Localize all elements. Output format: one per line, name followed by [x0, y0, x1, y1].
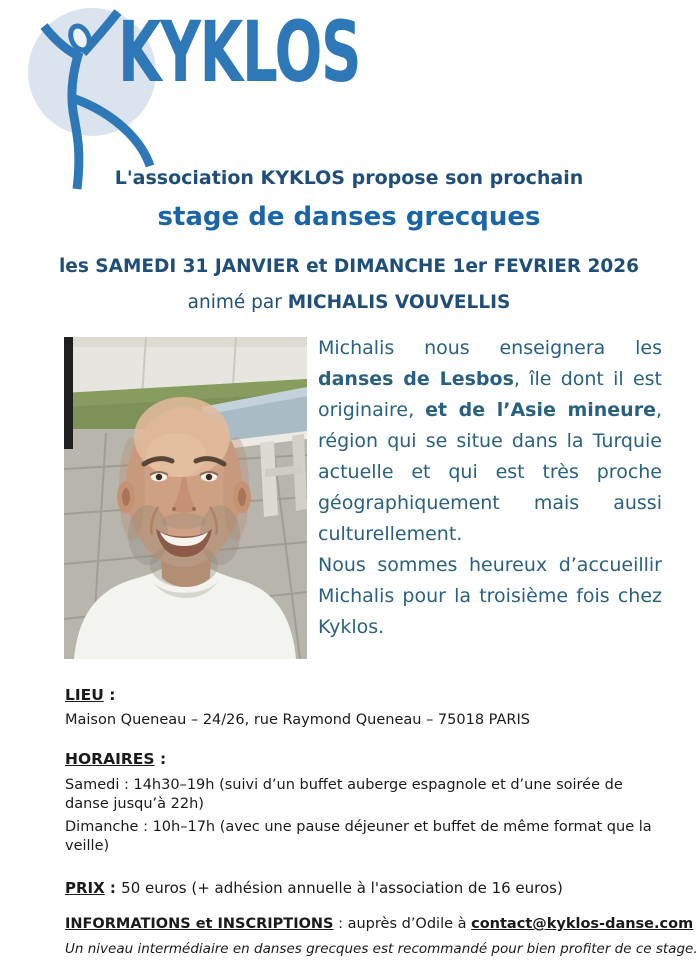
horaires-heading: HORAIRES : — [65, 750, 167, 768]
informations-line — [65, 915, 693, 934]
email-link[interactable]: contact@kyklos-danse.com — [471, 916, 694, 932]
kyklos-logo-text: KYKLOS — [118, 3, 361, 101]
animator-line: animé par MICHALIS VOUVELLIS — [187, 292, 511, 313]
horaires-dimanche: Dimanche : 10h–17h (avec une pause déjeuner et buffet de même format que la veille) — [65, 819, 652, 854]
about-text — [318, 333, 662, 643]
prix-line: PRIX : 50 euros (+ adhésion annuelle à l'association de 16 euros) — [65, 879, 563, 897]
horaires-samedi: Samedi : 14h30–19h (suivi d’un buffet auberge espagnole et d’une soirée de danse jusqu’à 22h) — [65, 777, 623, 812]
lieu-value: Maison Queneau – 24/26, rue Raymond Queneau – 75018 PARIS — [65, 712, 530, 728]
intro-line: L'association KYKLOS propose son prochain — [114, 167, 584, 189]
informations-label: INFORMATIONS et INSCRIPTIONS : auprès d’Odile à — [65, 916, 472, 932]
about-paragraph-2: Nous sommes heureux d’accueillir Michalis pour la troisième fois chez Kyklos. — [318, 554, 662, 638]
lieu-heading: LIEU : — [65, 686, 116, 704]
page-title: stage de danses grecques — [157, 202, 541, 232]
portrait-photo — [64, 337, 307, 659]
level-note: Un niveau intermédiaire en danses grecques est recommandé pour bien profiter de ce stage. — [65, 941, 698, 957]
about-paragraph-1: Michalis nous enseignera les danses de Lesbos, île dont il est originaire, et de l’Asie mineure, région qui se situe dans la Turquie actuelle et qui est très proche géographiquement mais aussi culturellement. — [318, 337, 663, 545]
dates-line: les SAMEDI 31 JANVIER et DIMANCHE 1er FEVRIER 2026 — [58, 256, 640, 277]
